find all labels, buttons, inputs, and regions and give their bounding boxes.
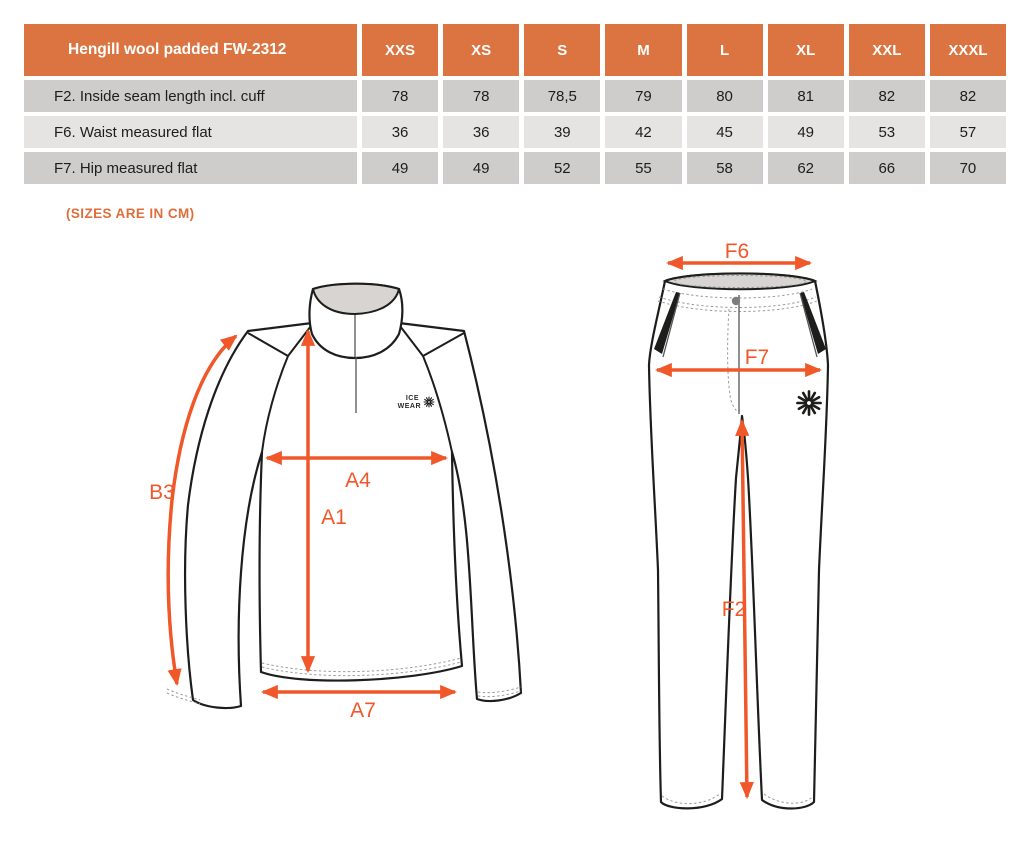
value-cell: 82 (849, 80, 925, 112)
waist-opening (665, 274, 815, 290)
size-header-xs: XS (443, 24, 519, 76)
size-header-xxl: XXL (849, 24, 925, 76)
value-cell: 66 (849, 152, 925, 184)
f2-label: F2 (721, 598, 747, 621)
size-header-xxxl: XXXL (930, 24, 1006, 76)
value-cell: 78 (362, 80, 438, 112)
size-header-m: M (605, 24, 681, 76)
a7-label: A7 (350, 699, 376, 722)
value-cell: 82 (930, 80, 1006, 112)
garment-diagrams (0, 230, 1027, 852)
pants-drawing (649, 240, 828, 809)
a4-label: A4 (345, 469, 371, 492)
value-cell: 42 (605, 116, 681, 148)
value-cell: 53 (849, 116, 925, 148)
value-cell: 45 (687, 116, 763, 148)
sweater-body (185, 323, 521, 708)
value-cell: 57 (930, 116, 1006, 148)
value-cell: 55 (605, 152, 681, 184)
size-table (24, 24, 1006, 184)
value-cell: 58 (687, 152, 763, 184)
row-label-f2: F2. Inside seam length incl. cuff (24, 80, 357, 112)
value-cell: 49 (443, 152, 519, 184)
value-cell: 78 (443, 80, 519, 112)
size-header-xxs: XXS (362, 24, 438, 76)
f6-label: F6 (724, 240, 750, 263)
value-cell: 52 (524, 152, 600, 184)
logo-text-wear: WEAR (397, 403, 421, 410)
value-cell: 49 (362, 152, 438, 184)
value-cell: 70 (930, 152, 1006, 184)
f7-label: F7 (744, 346, 770, 369)
logo-text-ice: ICE (405, 395, 419, 402)
size-header-s: S (524, 24, 600, 76)
b3-label: B3 (149, 481, 175, 504)
value-cell: 80 (687, 80, 763, 112)
size-header-xl: XL (768, 24, 844, 76)
value-cell: 36 (443, 116, 519, 148)
value-cell: 49 (768, 116, 844, 148)
sweater-drawing (149, 284, 521, 722)
row-label-f6: F6. Waist measured flat (24, 116, 357, 148)
row-label-f7: F7. Hip measured flat (24, 152, 357, 184)
value-cell: 79 (605, 80, 681, 112)
value-cell: 62 (768, 152, 844, 184)
a1-label: A1 (321, 506, 347, 529)
value-cell: 39 (524, 116, 600, 148)
sizes-unit-note: (SIZES ARE IN CM) (66, 206, 195, 221)
waist-button (732, 297, 740, 305)
value-cell: 36 (362, 116, 438, 148)
size-header-l: L (687, 24, 763, 76)
value-cell: 78,5 (524, 80, 600, 112)
value-cell: 81 (768, 80, 844, 112)
table-title: Hengill wool padded FW-2312 (24, 24, 357, 76)
